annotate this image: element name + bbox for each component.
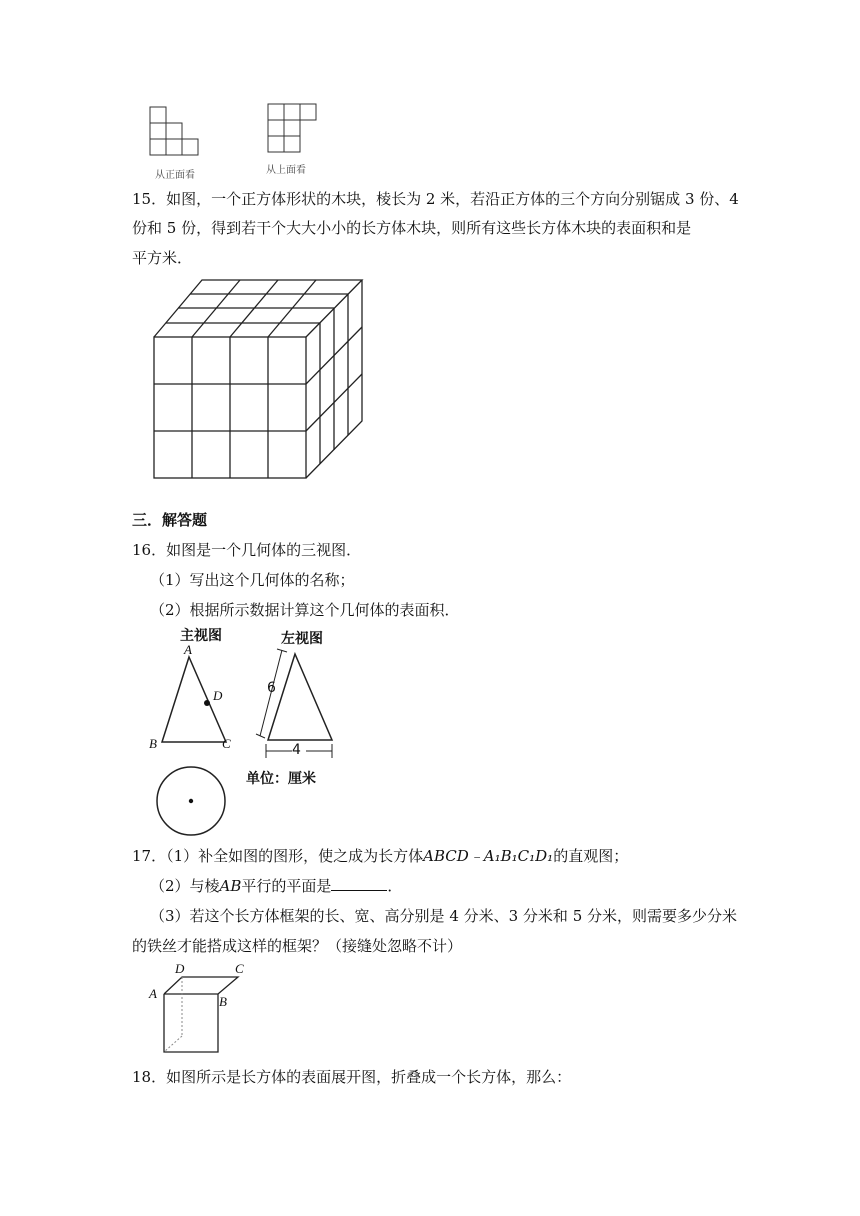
q17-sub2 bbox=[150, 876, 402, 896]
cuboid-label-c: C bbox=[235, 961, 244, 976]
cuboid-label-b: B bbox=[219, 994, 227, 1009]
section-title: 三．解答题 bbox=[132, 511, 208, 529]
q17-sub2-pre: （2）与棱 bbox=[150, 877, 220, 895]
main-view-label: 主视图 bbox=[180, 628, 222, 644]
unit-label: 单位：厘米 bbox=[246, 771, 316, 787]
q15-line3: 平方米． bbox=[132, 249, 193, 267]
q17-sub2-end: ． bbox=[387, 877, 403, 895]
label-d: D bbox=[213, 688, 223, 703]
q16-stem: 16．如图是一个几何体的三视图． bbox=[132, 541, 362, 559]
label-b: B bbox=[149, 736, 157, 751]
front-view-caption: 从正面看 bbox=[155, 170, 195, 181]
q15-line2: 份和 5 份，得到若干个大大小小的长方体木块，则所有这些长方体木块的表面积和是 bbox=[132, 219, 692, 237]
left-view-label: 左视图 bbox=[281, 631, 323, 647]
base-dimension: 4 bbox=[292, 742, 301, 758]
slant-dimension: 6 bbox=[267, 680, 276, 696]
q17-sub1 bbox=[132, 846, 628, 866]
top-view-caption: 从上面看 bbox=[266, 165, 306, 176]
q17-sub2-post: 平行的平面是 bbox=[241, 877, 332, 895]
q17-sub1-math: ABCD﹣A₁B₁C₁D₁ bbox=[423, 847, 554, 865]
q15-line1: 15．如图，一个正方体形状的木块，棱长为 2 米，若沿正方体的三个方向分别锯成 3 份、4 bbox=[132, 190, 739, 208]
cuboid-label-d: D bbox=[175, 961, 185, 976]
q16-sub1: （1）写出这个几何体的名称； bbox=[150, 571, 355, 589]
q17-sub3-line1: （3）若这个长方体框架的长、宽、高分别是 4 分米、3 分米和 5 分米，则需要多少分米 bbox=[150, 907, 738, 925]
q18-stem: 18．如图所示是长方体的表面展开图，折叠成一个长方体，那么： bbox=[132, 1068, 572, 1086]
q17-sub1-pre: 17．（1）补全如图的图形，使之成为长方体 bbox=[132, 847, 424, 865]
top-view-circle bbox=[155, 765, 227, 837]
label-a: A bbox=[184, 642, 192, 657]
front-view-figure bbox=[149, 106, 201, 158]
label-c: C bbox=[222, 736, 231, 751]
cuboid-label-a: A bbox=[149, 986, 157, 1001]
q17-sub2-math: AB bbox=[219, 877, 242, 895]
top-view-figure bbox=[267, 103, 319, 155]
cuboid-figure bbox=[160, 970, 250, 1060]
answer-blank[interactable] bbox=[331, 876, 387, 891]
sawn-cube-figure bbox=[150, 278, 366, 484]
q17-sub1-post: 的直观图； bbox=[553, 847, 629, 865]
q17-sub3-line2: 的铁丝才能搭成这样的框架？（接缝处忽略不计） bbox=[132, 937, 463, 955]
q16-sub2: （2）根据所示数据计算这个几何体的表面积． bbox=[150, 601, 460, 619]
